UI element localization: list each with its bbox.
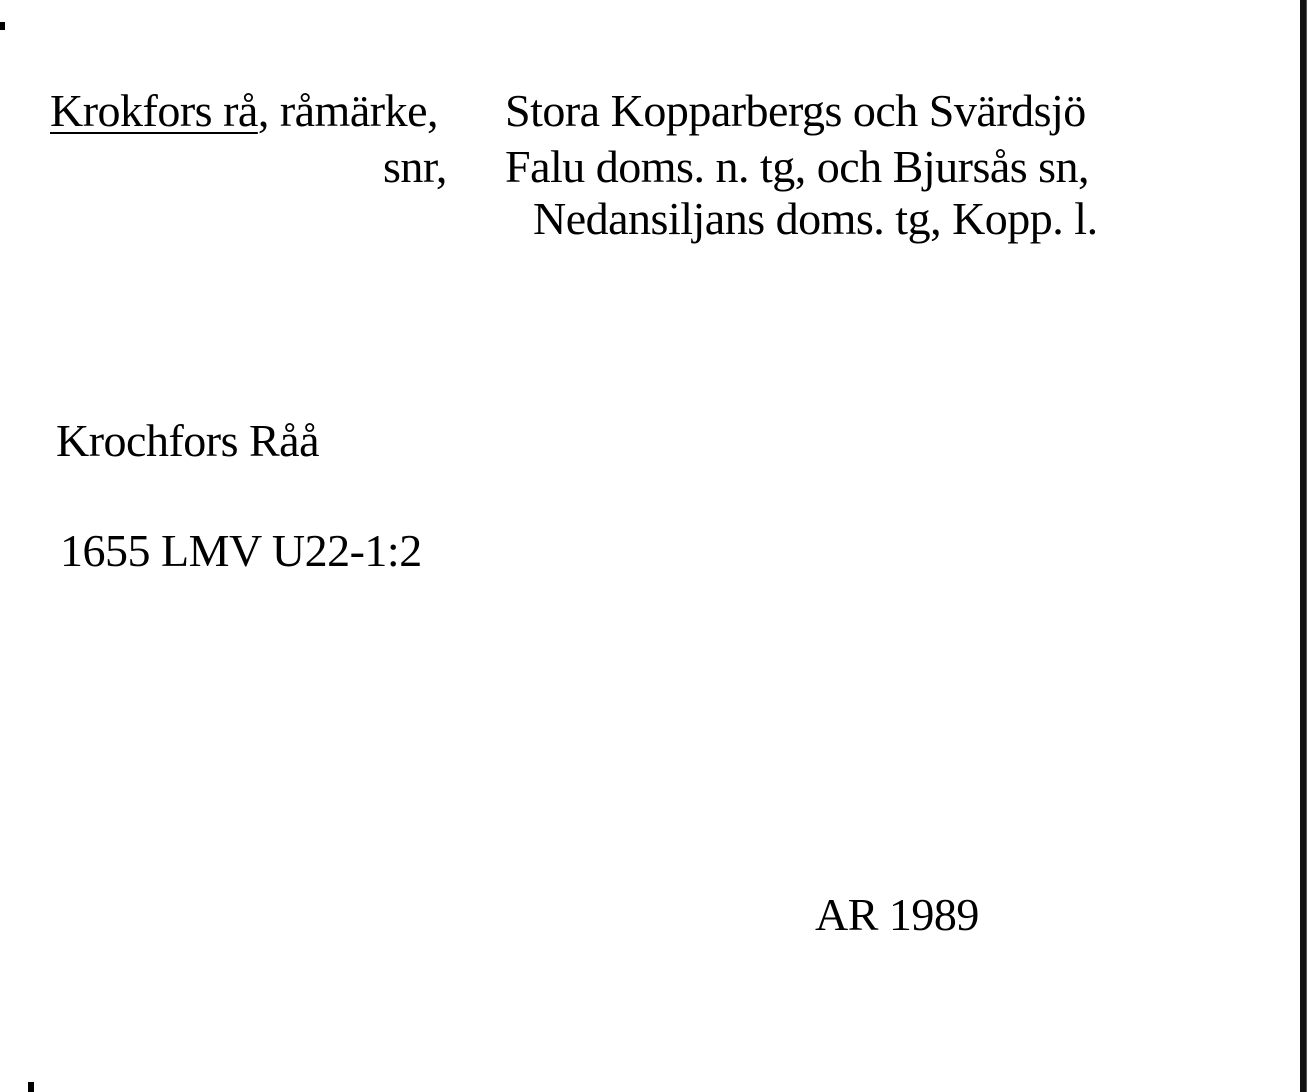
scan-mark-bottom: [28, 1082, 34, 1092]
variant-form: Krochfors Råå: [56, 415, 320, 466]
card-edge-border-thin: [1306, 0, 1307, 1092]
parish-line-3: Nedansiljans doms. tg, Kopp. l.: [533, 193, 1098, 244]
parish-abbrev: snr,: [383, 141, 447, 192]
signature: AR 1989: [815, 889, 979, 940]
parish-line-2: Falu doms. n. tg, och Bjursås sn,: [505, 141, 1090, 192]
scan-mark-top: [0, 22, 5, 30]
place-name-heading: [50, 85, 438, 136]
source-reference: 1655 LMV U22-1:2: [60, 525, 422, 576]
parish-line-1: Stora Kopparbergs och Svärdsjö: [505, 85, 1086, 136]
place-name: Krokfors rå: [50, 85, 258, 136]
place-type: , råmärke,: [257, 85, 438, 136]
